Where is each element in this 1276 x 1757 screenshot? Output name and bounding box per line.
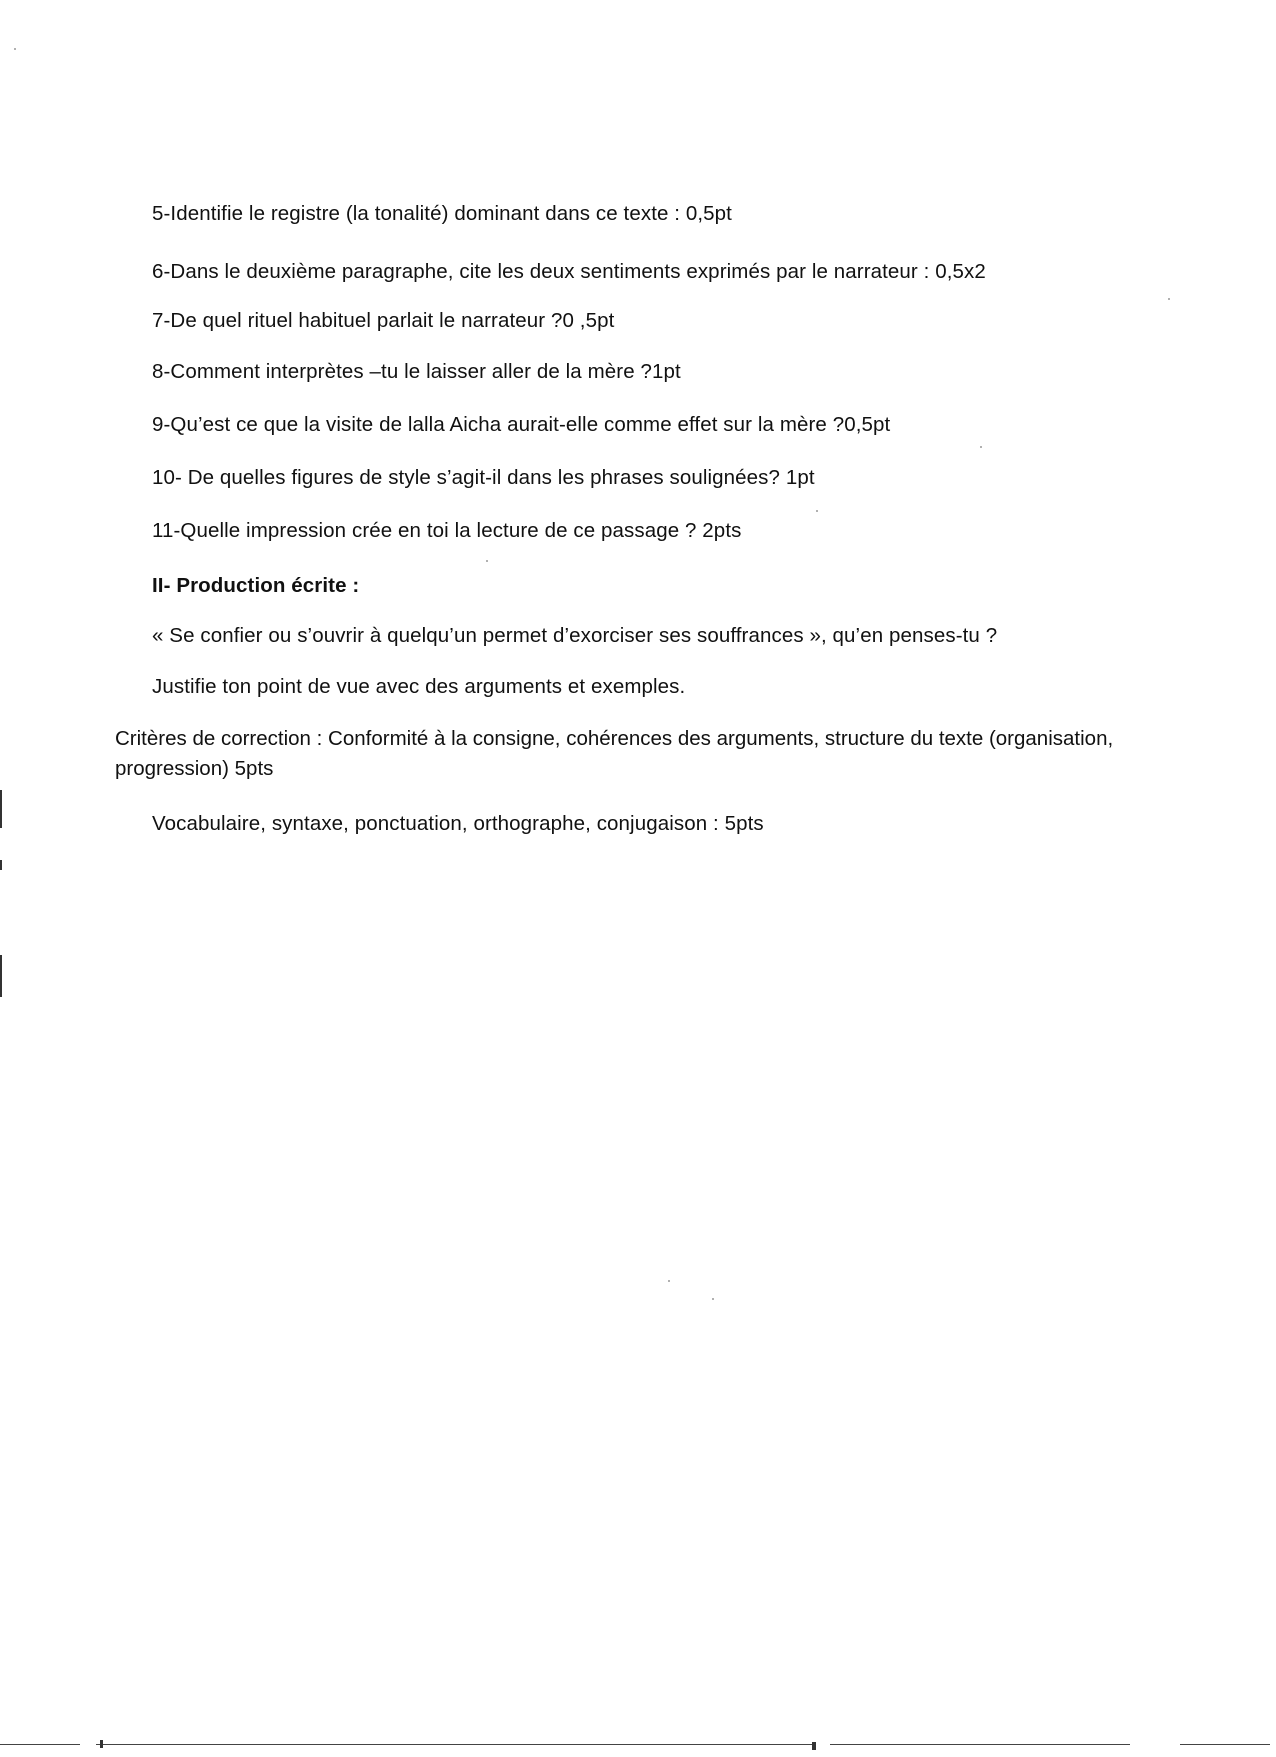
production-instruction: Justifie ton point de vue avec des arguments et exemples. xyxy=(152,675,686,698)
footer-rule xyxy=(830,1744,1130,1745)
scan-edge-mark xyxy=(0,790,2,828)
scan-edge-mark xyxy=(0,860,2,870)
footer-rule xyxy=(96,1744,816,1745)
question-10: 10- De quelles figures de style s’agit-il dans les phrases soulignées? 1pt xyxy=(152,466,815,489)
scan-speck xyxy=(980,446,982,448)
footer-rule xyxy=(0,1744,80,1745)
scan-speck xyxy=(712,1298,714,1300)
footer-rule xyxy=(1180,1744,1270,1745)
question-8: 8-Comment interprètes –tu le laisser aller de la mère ?1pt xyxy=(152,360,681,383)
scan-edge-mark xyxy=(0,955,2,997)
production-prompt: « Se confier ou s’ouvrir à quelqu’un permet d’exorciser ses souffrances », qu’en penses-tu ? xyxy=(152,624,998,647)
language-criteria: Vocabulaire, syntaxe, ponctuation, orthographe, conjugaison : 5pts xyxy=(152,812,764,835)
production-heading: II- Production écrite : xyxy=(152,574,360,597)
question-9: 9-Qu’est ce que la visite de lalla Aicha aurait-elle comme effet sur la mère ?0,5pt xyxy=(152,413,891,436)
question-6: 6-Dans le deuxième paragraphe, cite les deux sentiments exprimés par le narrateur : 0,5x2 xyxy=(152,260,986,283)
question-11: 11-Quelle impression crée en toi la lecture de ce passage ? 2pts xyxy=(152,519,742,542)
scan-speck xyxy=(1168,298,1170,300)
correction-criteria: Critères de correction : Conformité à la consigne, cohérences des arguments, structure du texte (organisation, progression) 5pts xyxy=(115,727,1114,780)
footer-tick xyxy=(100,1740,103,1748)
scan-speck xyxy=(486,560,488,562)
scan-speck xyxy=(668,1280,670,1282)
question-7: 7-De quel rituel habituel parlait le narrateur ?0 ,5pt xyxy=(152,309,615,332)
footer-tick xyxy=(812,1742,816,1750)
question-5: 5-Identifie le registre (la tonalité) dominant dans ce texte : 0,5pt xyxy=(152,202,732,225)
scan-speck xyxy=(816,510,818,512)
scan-speck xyxy=(14,48,16,50)
